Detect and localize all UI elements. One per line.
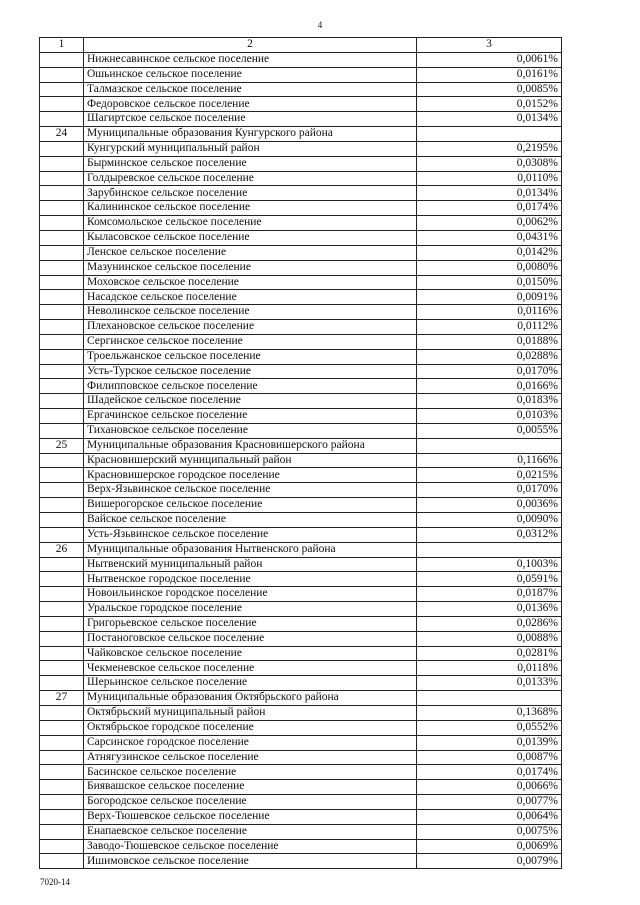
municipality-name: Чайковское сельское поселение [84,646,417,661]
table-row [40,780,562,795]
row-number [40,82,84,97]
table-row [40,557,562,572]
municipality-name: Октябрьское городское поселение [84,720,417,735]
share-value: 0,0080% [417,260,562,275]
municipality-name: Филипповское сельское поселение [84,379,417,394]
municipality-name: Шадейское сельское поселение [84,394,417,409]
row-number [40,646,84,661]
row-number [40,201,84,216]
table-row [40,824,562,839]
municipality-name: Биявашское сельское поселение [84,780,417,795]
share-value: 0,0062% [417,216,562,231]
table-row [40,379,562,394]
share-value: 0,0116% [417,305,562,320]
share-value: 0,0061% [417,52,562,67]
table-row [40,305,562,320]
row-number [40,67,84,82]
municipality-name: Новоильинское городское поселение [84,587,417,602]
table-row [40,216,562,231]
row-number [40,616,84,631]
table-row [40,156,562,171]
row-number [40,765,84,780]
row-number [40,52,84,67]
row-number [40,320,84,335]
row-number [40,587,84,602]
row-number [40,112,84,127]
table-row [40,587,562,602]
municipality-name: Бырминское сельское поселение [84,156,417,171]
share-value [417,691,562,706]
row-number [40,735,84,750]
table-row [40,230,562,245]
municipality-name: Комсомольское сельское поселение [84,216,417,231]
document-code: 7020-14 [40,877,70,887]
share-value: 0,0174% [417,765,562,780]
row-number [40,156,84,171]
table-row [40,483,562,498]
table-row [40,320,562,335]
table-row [40,364,562,379]
page-number: 4 [317,20,323,30]
share-value: 0,0055% [417,423,562,438]
share-value: 0,2195% [417,141,562,156]
municipality-name: Енапаевское сельское поселение [84,824,417,839]
table-row [40,854,562,869]
share-value: 0,0187% [417,587,562,602]
table-row [40,82,562,97]
municipality-name: Ленское сельское поселение [84,245,417,260]
row-number: 24 [40,127,84,142]
row-number [40,349,84,364]
table-row [40,735,562,750]
row-number [40,750,84,765]
table-row [40,409,562,424]
share-value: 0,0066% [417,780,562,795]
header-col-2: 2 [84,38,417,53]
row-number [40,364,84,379]
share-value: 0,0134% [417,186,562,201]
table-row [40,513,562,528]
municipality-name: Григорьевское сельское поселение [84,616,417,631]
table-row [40,809,562,824]
table-row [40,275,562,290]
row-number [40,275,84,290]
municipality-name: Вайское сельское поселение [84,513,417,528]
row-number [40,572,84,587]
table-row [40,468,562,483]
municipality-name: Нытвенский муниципальный район [84,557,417,572]
table-row [40,527,562,542]
municipality-name: Ишимовское сельское поселение [84,854,417,869]
share-value: 0,0136% [417,602,562,617]
row-number [40,602,84,617]
municipality-name: Верх-Тюшевское сельское поселение [84,809,417,824]
share-value [417,438,562,453]
share-value: 0,0215% [417,468,562,483]
table-row [40,171,562,186]
row-number [40,839,84,854]
municipality-name: Голдыревское сельское поселение [84,171,417,186]
share-value: 0,0308% [417,156,562,171]
table-row [40,602,562,617]
table-row [40,839,562,854]
share-value: 0,0112% [417,320,562,335]
table-row [40,67,562,82]
share-value: 0,1003% [417,557,562,572]
municipality-name: Троельжанское сельское поселение [84,349,417,364]
row-number [40,290,84,305]
municipality-name: Плехановское сельское поселение [84,320,417,335]
share-value: 0,0036% [417,498,562,513]
row-number [40,453,84,468]
share-value: 0,0110% [417,171,562,186]
table-body [40,52,562,868]
municipality-name: Талмазское сельское поселение [84,82,417,97]
municipality-name: Ошьинское сельское поселение [84,67,417,82]
municipality-name: Усть-Турское сельское поселение [84,364,417,379]
municipality-name: Калининское сельское поселение [84,201,417,216]
municipality-name: Вишерогорское сельское поселение [84,498,417,513]
row-number: 27 [40,691,84,706]
share-value: 0,0118% [417,661,562,676]
share-value: 0,0161% [417,67,562,82]
municipality-name: Чекменевское сельское поселение [84,661,417,676]
share-value: 0,0087% [417,750,562,765]
row-number [40,186,84,201]
row-number [40,780,84,795]
row-number [40,409,84,424]
municipality-name: Постаноговское сельское поселение [84,631,417,646]
share-value: 0,0069% [417,839,562,854]
municipality-name: Насадское сельское поселение [84,290,417,305]
row-number [40,141,84,156]
municipality-name: Неволинское сельское поселение [84,305,417,320]
municipality-name: Красновишерский муниципальный район [84,453,417,468]
share-value: 0,0091% [417,290,562,305]
row-number: 25 [40,438,84,453]
table-row [40,112,562,127]
share-value: 0,0142% [417,245,562,260]
table-row [40,795,562,810]
table-row [40,52,562,67]
row-number [40,631,84,646]
share-value: 0,0166% [417,379,562,394]
row-number [40,513,84,528]
table-row [40,765,562,780]
table-row [40,334,562,349]
row-number [40,483,84,498]
share-value: 0,0591% [417,572,562,587]
municipality-name: Нижнесавинское сельское поселение [84,52,417,67]
table-row [40,750,562,765]
share-value: 0,0133% [417,676,562,691]
municipality-name: Октябрьский муниципальный район [84,705,417,720]
municipality-name: Атнягузинское сельское поселение [84,750,417,765]
municipality-name: Богородское сельское поселение [84,795,417,810]
share-value [417,127,562,142]
share-value: 0,0090% [417,513,562,528]
group-header-row [40,438,562,453]
municipality-name: Кыласовское сельское поселение [84,230,417,245]
share-value: 0,0150% [417,275,562,290]
header-col-3: 3 [417,38,562,53]
table-row [40,201,562,216]
row-number [40,379,84,394]
row-number [40,661,84,676]
row-number [40,245,84,260]
row-number [40,216,84,231]
share-value: 0,0152% [417,97,562,112]
row-number [40,260,84,275]
row-number [40,720,84,735]
group-header-row [40,127,562,142]
municipality-name: Сарсинское городское поселение [84,735,417,750]
municipality-name: Красновишерское городское поселение [84,468,417,483]
municipality-name: Мазунинское сельское поселение [84,260,417,275]
share-value: 0,0288% [417,349,562,364]
row-number [40,795,84,810]
row-number [40,705,84,720]
row-number [40,854,84,869]
table-row [40,498,562,513]
share-value: 0,1166% [417,453,562,468]
row-number [40,676,84,691]
share-value: 0,0281% [417,646,562,661]
row-number [40,394,84,409]
table-row [40,423,562,438]
table-row [40,186,562,201]
table-row [40,705,562,720]
table-row [40,616,562,631]
share-value: 0,1368% [417,705,562,720]
row-number [40,171,84,186]
table-row [40,661,562,676]
share-value: 0,0064% [417,809,562,824]
row-number [40,334,84,349]
header-col-1: 1 [40,38,84,53]
row-number [40,468,84,483]
share-value [417,542,562,557]
municipality-name: Нытвенское городское поселение [84,572,417,587]
share-value: 0,0174% [417,201,562,216]
row-number [40,809,84,824]
group-header-row [40,691,562,706]
row-number [40,824,84,839]
row-number [40,527,84,542]
share-value: 0,0085% [417,82,562,97]
municipality-name: Шерьинское сельское поселение [84,676,417,691]
municipality-name: Верх-Язьвинское сельское поселение [84,483,417,498]
table-row [40,290,562,305]
share-value: 0,0188% [417,334,562,349]
table-row [40,676,562,691]
allocation-table [39,37,562,869]
municipality-name: Муниципальные образования Нытвенского района [84,542,417,557]
municipality-name: Моховское сельское поселение [84,275,417,290]
municipality-name: Зарубинское сельское поселение [84,186,417,201]
table-header-row [40,38,562,53]
municipality-name: Кунгурский муниципальный район [84,141,417,156]
row-number [40,230,84,245]
share-value: 0,0088% [417,631,562,646]
share-value: 0,0170% [417,364,562,379]
municipality-name: Муниципальные образования Октябрьского района [84,691,417,706]
table-row [40,631,562,646]
table-row [40,572,562,587]
share-value: 0,0431% [417,230,562,245]
municipality-name: Шагиртское сельское поселение [84,112,417,127]
share-value: 0,0170% [417,483,562,498]
share-value: 0,0075% [417,824,562,839]
municipality-name: Ергачинское сельское поселение [84,409,417,424]
row-number [40,557,84,572]
table-row [40,349,562,364]
share-value: 0,0139% [417,735,562,750]
municipality-name: Тихановское сельское поселение [84,423,417,438]
table-row [40,394,562,409]
table-row [40,97,562,112]
share-value: 0,0079% [417,854,562,869]
share-value: 0,0134% [417,112,562,127]
row-number [40,423,84,438]
municipality-name: Муниципальные образования Красновишерского района [84,438,417,453]
table-row [40,245,562,260]
table-row [40,646,562,661]
municipality-name: Федоровское сельское поселение [84,97,417,112]
share-value: 0,0103% [417,409,562,424]
share-value: 0,0312% [417,527,562,542]
table-row [40,141,562,156]
row-number: 26 [40,542,84,557]
share-value: 0,0286% [417,616,562,631]
municipality-name: Сергинское сельское поселение [84,334,417,349]
row-number [40,498,84,513]
share-value: 0,0183% [417,394,562,409]
row-number [40,97,84,112]
table-row [40,260,562,275]
municipality-name: Уральское городское поселение [84,602,417,617]
group-header-row [40,542,562,557]
share-value: 0,0552% [417,720,562,735]
municipality-name: Басинское сельское поселение [84,765,417,780]
municipality-name: Муниципальные образования Кунгурского района [84,127,417,142]
row-number [40,305,84,320]
municipality-name: Усть-Язьвинское сельское поселение [84,527,417,542]
table-row [40,453,562,468]
share-value: 0,0077% [417,795,562,810]
table-row [40,720,562,735]
municipality-name: Заводо-Тюшевское сельское поселение [84,839,417,854]
